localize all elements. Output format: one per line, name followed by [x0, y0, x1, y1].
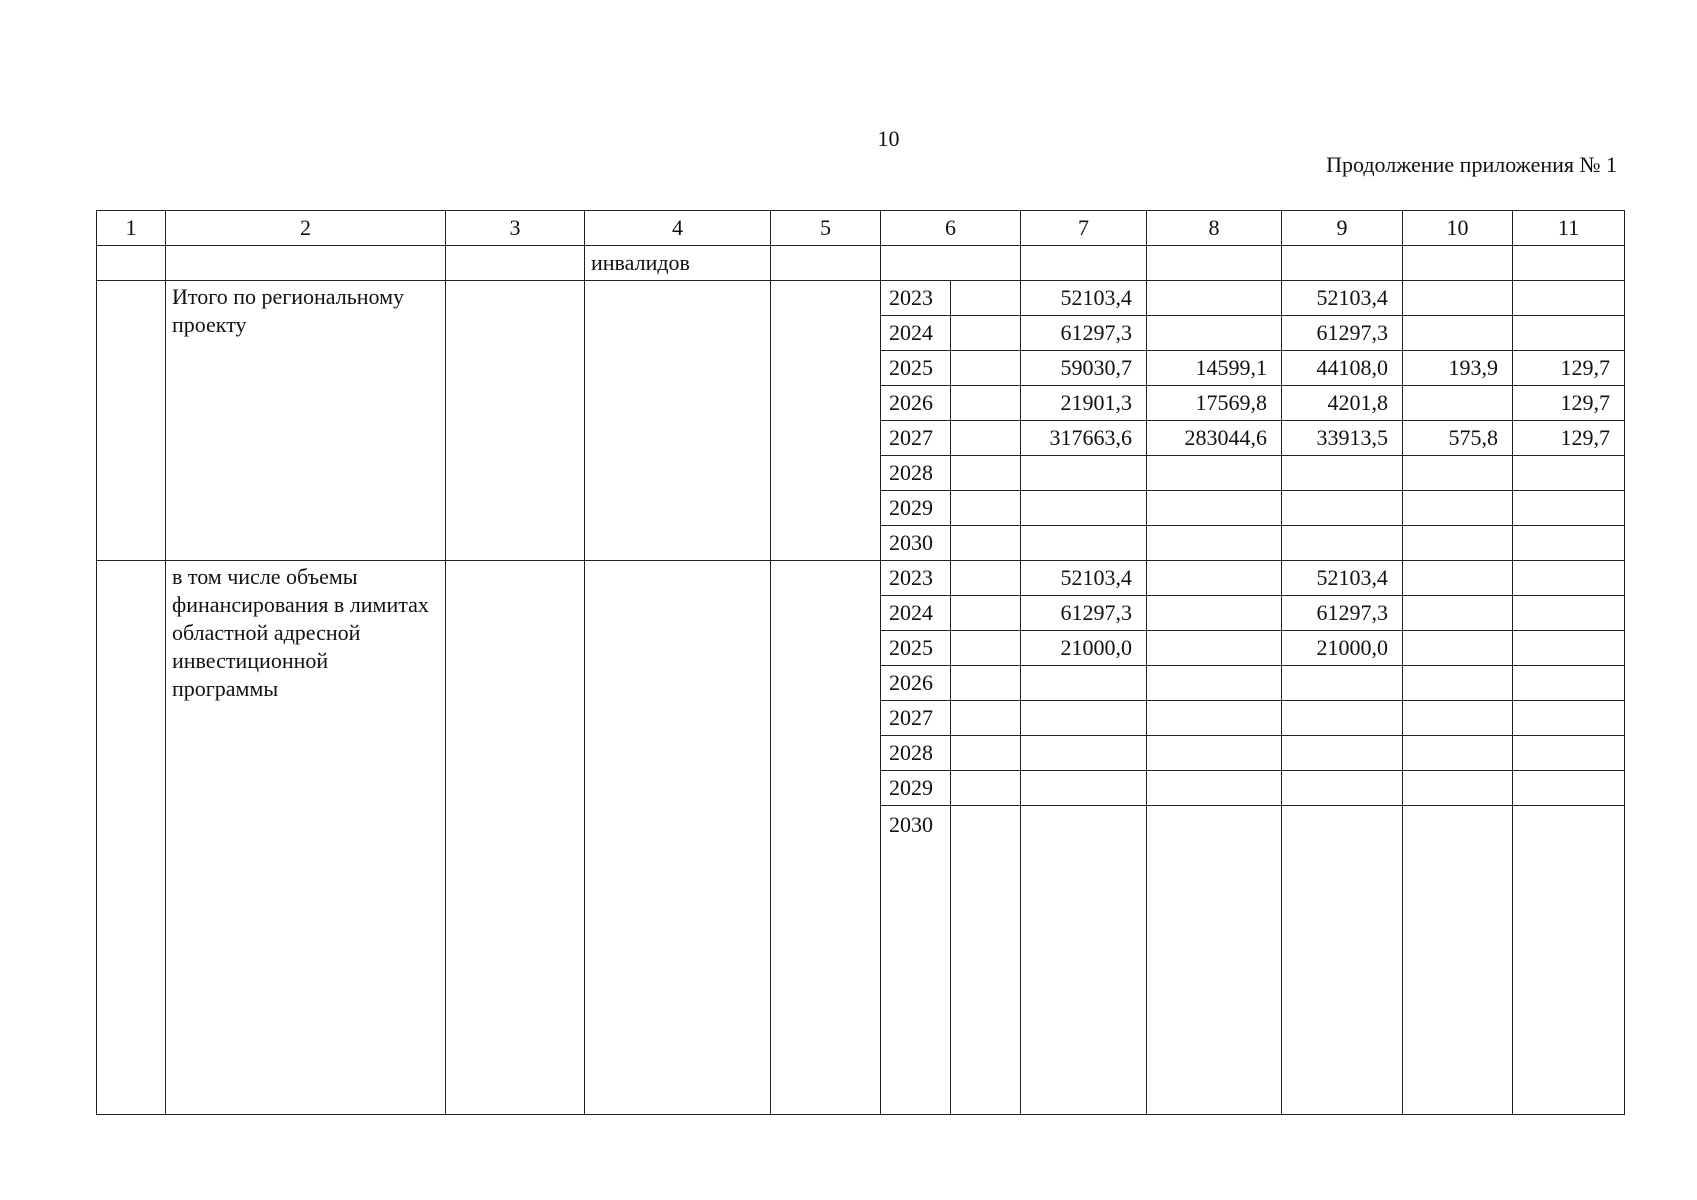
empty-cell	[771, 561, 881, 1115]
total-cell: 21901,3	[1021, 386, 1147, 421]
empty-cell	[585, 281, 771, 561]
col-header-10: 10	[1403, 211, 1513, 246]
empty-cell	[446, 246, 585, 281]
empty-cell	[951, 386, 1021, 421]
local-cell	[1403, 736, 1513, 771]
other-cell: 129,7	[1513, 421, 1625, 456]
local-cell	[1403, 281, 1513, 316]
empty-cell	[951, 736, 1021, 771]
regional-cell: 44108,0	[1282, 351, 1403, 386]
total-cell	[1021, 456, 1147, 491]
federal-cell	[1147, 736, 1282, 771]
column-number-row	[97, 211, 1625, 246]
continued-col4-text: инвалидов	[585, 246, 771, 281]
federal-cell	[1147, 526, 1282, 561]
total-cell	[1021, 771, 1147, 806]
local-cell	[1403, 701, 1513, 736]
local-cell	[1403, 316, 1513, 351]
year-cell: 2028	[881, 736, 951, 771]
section-label: в том числе объемы финансирования в лимитах областной адресной инвестиционной программы	[166, 561, 446, 1115]
year-cell: 2027	[881, 421, 951, 456]
year-cell: 2024	[881, 316, 951, 351]
regional-cell	[1282, 456, 1403, 491]
page-number: 10	[877, 126, 900, 151]
year-cell: 2023	[881, 281, 951, 316]
total-cell: 21000,0	[1021, 631, 1147, 666]
year-cell: 2028	[881, 456, 951, 491]
other-cell	[1513, 806, 1625, 1115]
empty-cell	[1147, 246, 1282, 281]
local-cell	[1403, 806, 1513, 1115]
total-cell: 61297,3	[1021, 596, 1147, 631]
empty-cell	[881, 246, 1021, 281]
other-cell	[1513, 736, 1625, 771]
row-number-cell	[97, 281, 166, 561]
col-header-1: 1	[97, 211, 166, 246]
empty-cell	[1282, 246, 1403, 281]
empty-cell	[1021, 246, 1147, 281]
federal-cell	[1147, 771, 1282, 806]
local-cell	[1403, 456, 1513, 491]
local-cell	[1403, 526, 1513, 561]
year-cell: 2030	[881, 806, 951, 1115]
local-cell	[1403, 386, 1513, 421]
total-cell: 59030,7	[1021, 351, 1147, 386]
empty-cell	[951, 281, 1021, 316]
regional-cell: 33913,5	[1282, 421, 1403, 456]
empty-cell	[951, 701, 1021, 736]
year-cell: 2029	[881, 491, 951, 526]
col-header-4: 4	[585, 211, 771, 246]
local-cell	[1403, 771, 1513, 806]
regional-cell	[1282, 701, 1403, 736]
empty-cell	[951, 561, 1021, 596]
federal-cell	[1147, 316, 1282, 351]
empty-cell	[951, 491, 1021, 526]
other-cell	[1513, 526, 1625, 561]
year-cell: 2023	[881, 561, 951, 596]
empty-cell	[446, 281, 585, 561]
federal-cell	[1147, 281, 1282, 316]
federal-cell	[1147, 491, 1282, 526]
year-cell: 2027	[881, 701, 951, 736]
year-cell: 2025	[881, 351, 951, 386]
empty-cell	[951, 351, 1021, 386]
empty-cell	[446, 561, 585, 1115]
federal-cell	[1147, 561, 1282, 596]
empty-cell	[951, 526, 1021, 561]
federal-cell	[1147, 631, 1282, 666]
continued-text-row	[97, 246, 1625, 281]
local-cell: 575,8	[1403, 421, 1513, 456]
other-cell: 129,7	[1513, 351, 1625, 386]
local-cell	[1403, 666, 1513, 701]
col-header-2: 2	[166, 211, 446, 246]
col-header-11: 11	[1513, 211, 1625, 246]
empty-cell	[771, 281, 881, 561]
regional-cell	[1282, 666, 1403, 701]
local-cell	[1403, 596, 1513, 631]
total-cell	[1021, 491, 1147, 526]
other-cell	[1513, 561, 1625, 596]
regional-cell: 21000,0	[1282, 631, 1403, 666]
regional-cell	[1282, 736, 1403, 771]
other-cell: 129,7	[1513, 386, 1625, 421]
continuation-label: Продолжение приложения № 1	[1326, 152, 1617, 177]
empty-cell	[771, 246, 881, 281]
year-cell: 2026	[881, 666, 951, 701]
col-header-6: 6	[881, 211, 1021, 246]
regional-cell	[1282, 491, 1403, 526]
empty-cell	[951, 631, 1021, 666]
other-cell	[1513, 666, 1625, 701]
other-cell	[1513, 456, 1625, 491]
year-cell: 2030	[881, 526, 951, 561]
year-cell: 2029	[881, 771, 951, 806]
col-header-9: 9	[1282, 211, 1403, 246]
empty-cell	[951, 596, 1021, 631]
regional-cell: 61297,3	[1282, 316, 1403, 351]
other-cell	[1513, 771, 1625, 806]
other-cell	[1513, 281, 1625, 316]
federal-cell	[1147, 456, 1282, 491]
total-cell	[1021, 666, 1147, 701]
federal-cell	[1147, 701, 1282, 736]
total-cell	[1021, 806, 1147, 1115]
federal-cell: 17569,8	[1147, 386, 1282, 421]
section-label: Итого по региональному проекту	[166, 281, 446, 561]
local-cell	[1403, 631, 1513, 666]
local-cell: 193,9	[1403, 351, 1513, 386]
empty-cell	[951, 666, 1021, 701]
empty-cell	[585, 561, 771, 1115]
col-header-3: 3	[446, 211, 585, 246]
year-cell: 2024	[881, 596, 951, 631]
empty-cell	[1403, 246, 1513, 281]
total-cell	[1021, 701, 1147, 736]
col-header-7: 7	[1021, 211, 1147, 246]
federal-cell	[1147, 806, 1282, 1115]
regional-cell	[1282, 771, 1403, 806]
total-cell: 61297,3	[1021, 316, 1147, 351]
other-cell	[1513, 316, 1625, 351]
empty-cell	[951, 771, 1021, 806]
regional-cell: 52103,4	[1282, 561, 1403, 596]
empty-cell	[166, 246, 446, 281]
federal-cell	[1147, 596, 1282, 631]
empty-cell	[951, 421, 1021, 456]
other-cell	[1513, 701, 1625, 736]
regional-cell: 4201,8	[1282, 386, 1403, 421]
local-cell	[1403, 491, 1513, 526]
regional-cell: 61297,3	[1282, 596, 1403, 631]
total-cell	[1021, 526, 1147, 561]
col-header-5: 5	[771, 211, 881, 246]
regional-cell	[1282, 806, 1403, 1115]
total-cell: 52103,4	[1021, 561, 1147, 596]
year-cell: 2025	[881, 631, 951, 666]
total-cell: 317663,6	[1021, 421, 1147, 456]
empty-cell	[97, 246, 166, 281]
other-cell	[1513, 596, 1625, 631]
total-cell: 52103,4	[1021, 281, 1147, 316]
regional-cell	[1282, 526, 1403, 561]
empty-cell	[951, 806, 1021, 1115]
table-row	[97, 281, 1625, 316]
empty-cell	[1513, 246, 1625, 281]
table-row	[97, 561, 1625, 596]
total-cell	[1021, 736, 1147, 771]
other-cell	[1513, 631, 1625, 666]
col-header-8: 8	[1147, 211, 1282, 246]
row-number-cell	[97, 561, 166, 1115]
regional-cell: 52103,4	[1282, 281, 1403, 316]
local-cell	[1403, 561, 1513, 596]
federal-cell: 283044,6	[1147, 421, 1282, 456]
empty-cell	[951, 316, 1021, 351]
other-cell	[1513, 491, 1625, 526]
federal-cell: 14599,1	[1147, 351, 1282, 386]
federal-cell	[1147, 666, 1282, 701]
financing-table	[96, 210, 1625, 1115]
empty-cell	[951, 456, 1021, 491]
year-cell: 2026	[881, 386, 951, 421]
